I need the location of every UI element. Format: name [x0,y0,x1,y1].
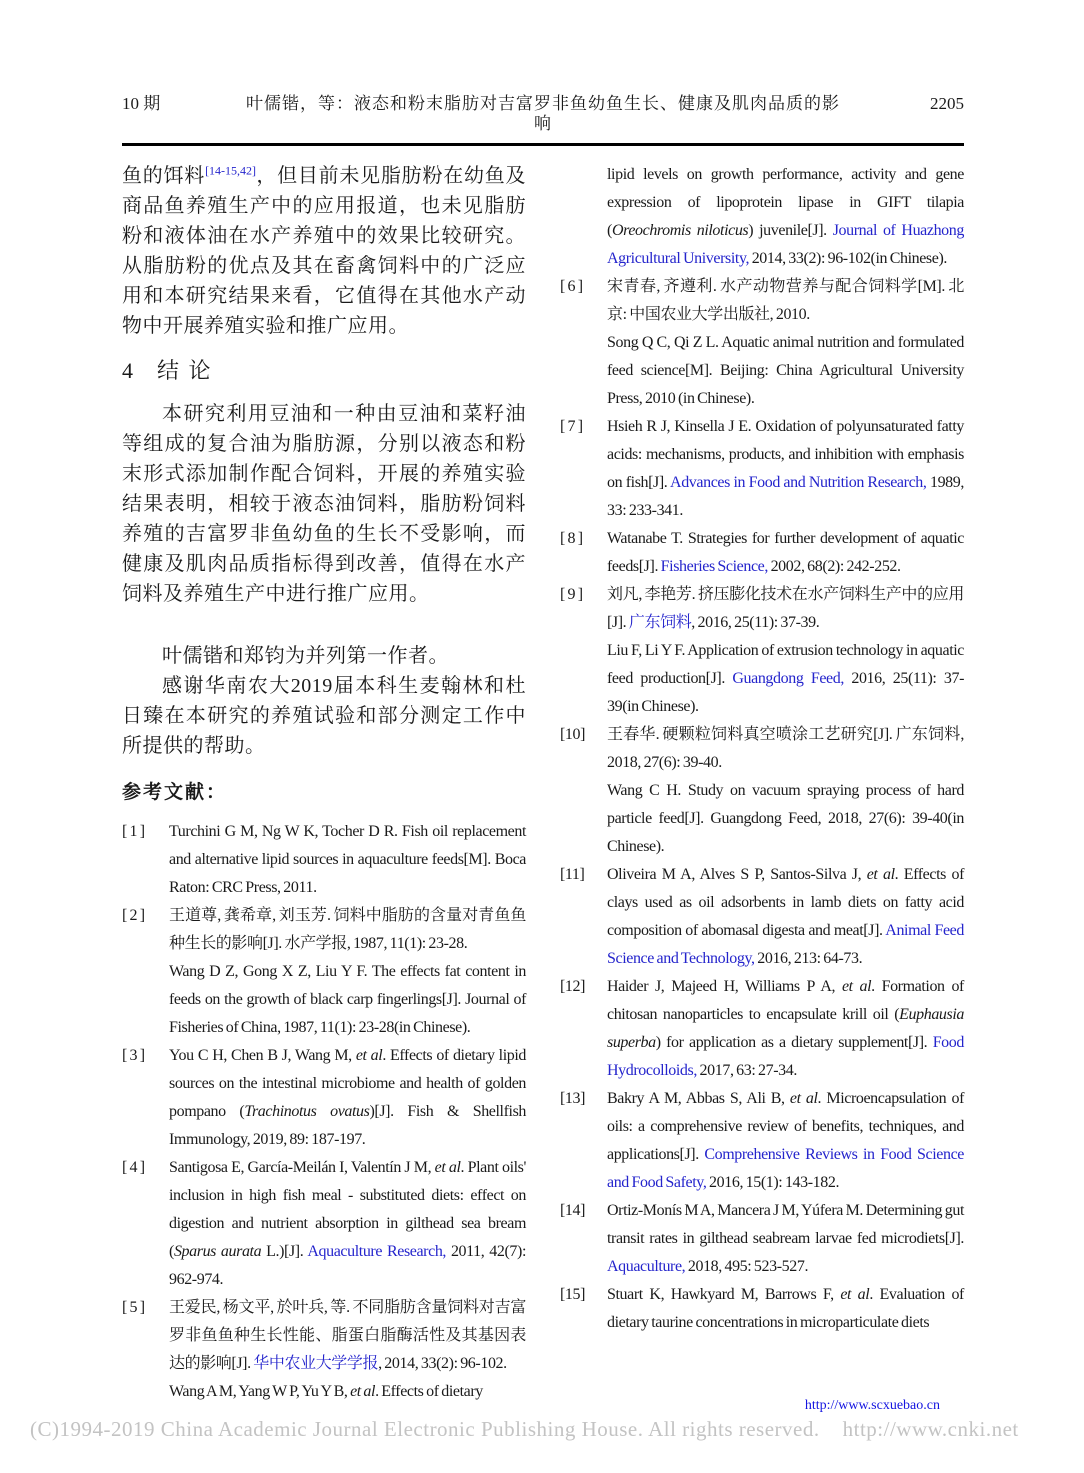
conclusion-paragraph: 本研究利用豆油和一种由豆油和菜籽油等组成的复合油为脂肪源，分别以液态和粉末形式添加制作配合饲料，开展的养殖实验结果表明，相较于液态油饲料，脂肪粉饲料养殖的吉富罗非鱼幼鱼的生长不受影响，而健康及肌肉品质指标得到改善，值得在水产饲料及养殖生产中进行推广应用。 [122,403,526,605]
reference-segment: . Microencapsulation of oils: a comprehensive review of benefits, techniques, and applications[J]. [607,1090,965,1163]
reference-segment: 2018, 495: 523-527. [685,1258,809,1275]
reference-journal-link[interactable]: Journal of Huazhong Agricultural University, [607,222,964,267]
reference-segment: Santigosa E, García-Meilán I, Valentín J M, [169,1159,435,1176]
reference-segment: Wang D Z, Gong X Z, Liu Y F. The effects fat content in feeds on the growth of black carp fingerlings[J]. Journal of Fisheries of China, 1987, 11(1): 23-28(in Chinese). [169,963,526,1036]
reference-number: [12] [560,978,586,995]
coauthor-note: 叶儒锴和郑钧为并列第一作者。 [162,645,449,667]
reference-journal-link[interactable]: Food Hydrocolloids, [607,1034,964,1079]
reference-number: [ 4 ] [122,1159,145,1176]
two-column-body [122,161,964,1406]
reference-number: [ 5 ] [122,1299,145,1316]
species-or-etal-italic: Trachinotus ovatus [244,1103,370,1120]
reference-item [560,1085,964,1197]
reference-text [607,525,964,581]
reference-segment: Wang A M, Yang W P, Yu Y B, [169,1383,351,1400]
reference-journal-link[interactable]: Fisheries Science, [660,558,768,575]
reference-journal-link[interactable]: Aquaculture Research, [307,1243,447,1260]
reference-segment: 1989, 33: 233-341. [607,474,964,519]
references-list-right [560,161,964,1337]
reference-segment: Oliveira M A, Alves S P, Santos-Silva J, [607,866,867,883]
reference-journal-link[interactable]: Comprehensive Reviews in Food Science and Food Safety, [607,1146,964,1191]
citation-superscript[interactable]: [14-15,42] [205,163,257,178]
reference-journal-link[interactable]: 广东饲料 [628,614,692,631]
reference-segment: L.)[J]. [261,1243,308,1260]
reference-text [169,1294,526,1406]
reference-number: [ 6 ] [560,278,583,295]
reference-item [122,1154,526,1294]
reference-segment: 王道尊, 龚希章, 刘玉芳. 饲料中脂肪的含量对青鱼鱼种生长的影响[J]. 水产学报, 1987, 11(1): 23-28. [169,907,526,952]
reference-number: [ 7 ] [560,418,583,435]
reference-segment: Bakry A M, Abbas S, Ali B, [607,1090,790,1107]
reference-number: [15] [560,1286,586,1303]
reference-segment: You C H, Chen B J, Wang M, [169,1047,356,1064]
reference-item [560,861,964,973]
reference-segment: 2011, 42(7): 962-974. [169,1243,527,1288]
acknowledgement-note: 感谢华南农大2019届本科生麦翰林和杜日臻在本研究的养殖试验和部分测定工作中所提供的帮助。 [122,675,526,757]
reference-number: [ 9 ] [560,586,583,603]
reference-segment: 2017, 63: 27-34. [696,1062,797,1079]
species-or-etal-italic: Oreochromis niloticus [611,222,749,239]
reference-text [607,1085,964,1197]
reference-segment: Ortiz-Monís M A, Mancera J M, Yúfera M. Determining gut transit rates in gilthead seabream larvae fed microdiets[J]. [607,1202,964,1247]
reference-journal-link[interactable]: Guangdong Feed, [732,670,844,687]
reference-number: [ 1 ] [122,823,145,840]
reference-segment: 宋青春, 齐遵利. 水产动物营养与配合饲料学[M]. 北京: 中国农业大学出版社, 2010. [607,278,964,323]
reference-journal-link[interactable]: Advances in Food and Nutrition Research, [670,474,927,491]
species-or-etal-italic: et al [434,1159,461,1176]
journal-website-link[interactable]: http://www.scxuebao.cn [804,1398,940,1413]
reference-segment: 王春华. 硬颗粒饲料真空喷涂工艺研究[J]. 广东饲料, 2018, 27(6): 39-40. [607,726,964,771]
section-title: 结 论 [157,358,213,383]
reference-text [607,973,964,1085]
paragraph-text: 鱼的饵料 [122,165,206,187]
reference-text [607,273,964,413]
reference-journal-link[interactable]: Aquaculture, [607,1258,686,1275]
section-heading-conclusion [122,356,526,386]
reference-segment: Haider J, Majeed H, Williams P A, [607,978,842,995]
species-or-etal-italic: et al [840,1286,870,1303]
reference-text [607,1197,964,1281]
reference-item [560,1281,964,1337]
reference-segment: . Evaluation of dietary taurine concentrations in microparticulate diets [607,1286,964,1331]
reference-number: [10] [560,726,586,743]
species-or-etal-italic: et al [355,1047,383,1064]
page-header [122,0,964,146]
reference-segment: Watanabe T. Strategies for further development of aquatic feeds[J]. [607,530,964,575]
page-number: 2205 [930,94,964,113]
reference-journal-link[interactable]: 华中农业大学学报 [253,1355,379,1372]
reference-segment: . Effects of dietary [375,1383,483,1400]
reference-item [560,973,964,1085]
reference-segment: . Effects of clays used as oil adsorbents in lamb diets on fatty acid composition of abomasal digesta and meat[J]. [607,866,964,939]
species-or-etal-italic: Sparus aurata [173,1243,262,1260]
references-list-left [122,818,526,1406]
copyright-watermark: (C)1994-2019 China Academic Journal Electronic Publishing House. All rights reserved. http://www.cnki.net [30,1417,1019,1441]
reference-journal-link[interactable]: Animal Feed Science and Technology, [607,922,964,967]
reference-text [169,902,526,1042]
acknowledgement-block [122,641,526,761]
reference-item [560,525,964,581]
reference-segment: 刘凡, 李艳芳. 挤压膨化技术在水产饲料生产中的应用[J]. [607,586,964,631]
reference-segment: Wang C H. Study on vacuum spraying process of hard particle feed[J]. Guangdong Feed, 2018, 27(6): 39-40(in Chinese). [607,782,964,855]
reference-item [122,902,526,1042]
reference-item [122,818,526,902]
reference-item [560,273,964,413]
reference-number: [11] [560,866,585,883]
reference-item [560,721,964,861]
species-or-etal-italic: et al [350,1383,376,1400]
section-number: 4 [122,358,133,383]
reference-segment: . Plant oils' inclusion in high fish meal - substituted diets: effect on digestion and nutrient absorption in gilthead sea bream ( [169,1159,526,1260]
reference-segment: . Formation of chitosan nanoparticles to encapsulate krill oil ( [607,978,964,1023]
reference-text [607,161,964,273]
reference-segment: )[J]. Fish & Shellfish Immunology, 2019, 89: 187-197. [169,1103,526,1148]
reference-number: [ 2 ] [122,907,145,924]
reference-segment: 2016, 25(11): 37-39(in Chinese). [607,670,964,715]
species-or-etal-italic: et al [866,866,895,883]
reference-segment: Hsieh R J, Kinsella J E. Oxidation of polyunsaturated fatty acids: mechanisms, products, and inhibition with emphasis on fish[J]. [607,418,964,491]
reference-item [560,413,964,525]
reference-text [607,581,964,721]
reference-text [607,1281,964,1337]
reference-segment: Turchini G M, Ng W K, Tocher D R. Fish oil replacement and alternative lipid sources in aquaculture feeds[M]. Boca Raton: CRC Press, 2011. [169,823,526,896]
reference-item [560,1197,964,1281]
reference-segment: 王爱民, 杨文平, 於叶兵, 等. 不同脂肪含量饲料对吉富罗非鱼鱼种生长性能、脂蛋白脂酶活性及其基因表达的影响[J]. [169,1299,526,1372]
reference-item [122,1294,526,1406]
reference-segment: ) juvenile[J]. [748,222,833,239]
reference-number: [ 8 ] [560,530,583,547]
reference-segment: 2014, 33(2): 96-102(in Chinese). [749,250,947,267]
references-heading: 参考文献： [122,782,228,803]
reference-text [607,413,964,525]
species-or-etal-italic: Euphausia superba [607,1006,964,1051]
reference-number: [14] [560,1202,586,1219]
reference-segment: , 2016, 25(11): 37-39. [691,614,820,631]
species-or-etal-italic: et al [789,1090,818,1107]
reference-number: [13] [560,1090,586,1107]
reference-segment: . Effects of dietary lipid sources on the intestinal microbiome and health of golden pompano ( [169,1047,526,1120]
reference-segment: , 2014, 33(2): 96-102. [378,1355,507,1372]
reference-segment: 2016, 213: 64-73. [754,950,863,967]
reference-item [560,581,964,721]
reference-segment: 2002, 68(2): 242-252. [767,558,901,575]
reference-text [607,861,964,973]
reference-text [169,818,526,902]
paragraph-continuation [122,161,526,341]
reference-text [607,721,964,861]
reference-text [169,1042,526,1154]
reference-segment: Song Q C, Qi Z L. Aquatic animal nutrition and formulated feed science[M]. Beijing: China Agricultural University Press, 2010 (in Chinese). [607,334,964,407]
reference-number: [ 3 ] [122,1047,145,1064]
reference-segment: Liu F, Li Y F. Application of extrusion technology in aquatic feed production[J]. [607,642,964,687]
reference-segment: lipid levels on growth performance, activity and gene expression of lipoprotein lipase in GIFT tilapia ( [607,166,964,239]
reference-segment: Stuart K, Hawkyard M, Barrows F, [607,1286,841,1303]
running-title: 叶儒锴，等：液态和粉末脂肪对吉富罗非鱼幼鱼生长、健康及肌肉品质的影响 [246,94,840,133]
paragraph-text: ，但目前未见脂肪粉在幼鱼及商品鱼养殖生产中的应用报道，也未见脂肪粉和液体油在水产养殖中的效果比较研究。从脂肪粉的优点及其在畜禽饲料中的广泛应用和本研究结果来看，它值得在其他水产动物中开展养殖实验和推广应用。 [122,165,527,337]
reference-segment: ) for application as a dietary supplement[J]. [655,1034,933,1051]
right-column [560,161,964,1406]
species-or-etal-italic: et al [841,978,872,995]
issue-number: 10 期 [122,94,161,113]
reference-text [169,1154,526,1294]
left-column [122,161,526,1406]
reference-item [122,1042,526,1154]
reference-segment: 2016, 15(1): 143-182. [706,1174,840,1191]
reference-number [560,161,607,273]
reference-item [560,161,964,273]
